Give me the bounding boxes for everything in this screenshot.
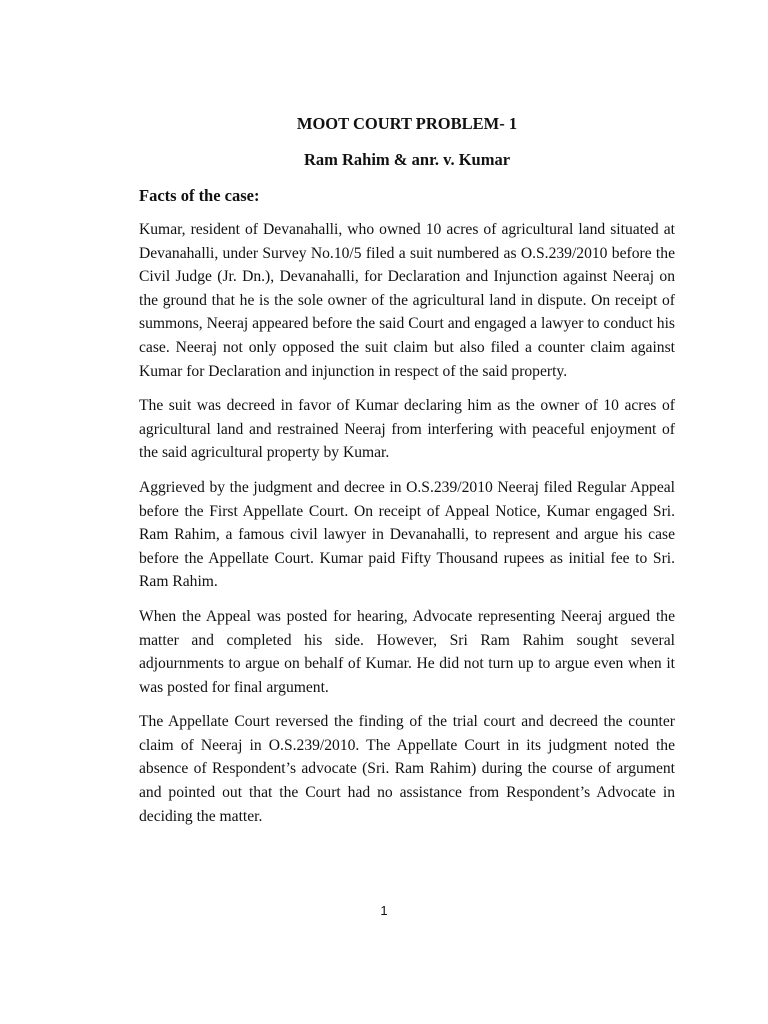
- case-name: Ram Rahim & anr. v. Kumar: [303, 150, 511, 169]
- document-page: [139, 112, 675, 839]
- section-heading: Facts of the case:: [139, 186, 260, 205]
- paragraph-appellate-judgment: The Appellate Court reversed the finding of the trial court and decreed the counter claim of Neeraj in O.S.239/2010. The Appellate Court in its judgment noted the absence of Respondent’s advocate (Sri. Ram Rahim) during the course of argument and pointed out that the Court had no assistance from Respondent’s Advocate in deciding the matter.: [139, 713, 675, 825]
- paragraph-facts-suit: Kumar, resident of Devanahalli, who owned 10 acres of agricultural land situated at Devanahalli, under Survey No.10/5 filed a suit numbered as O.S.239/2010 before the Civil Judge (Jr. Dn.), Devanahalli, for Declaration and Injunction against Neeraj on the ground that he is the sole owner of the agricultural land in dispute. On receipt of summons, Neeraj appeared before the said Court and engaged a lawyer to conduct his case. Neeraj not only opposed the suit claim but also filed a counter claim against Kumar for Declaration and injunction in respect of the said property.: [139, 221, 675, 380]
- document-title: MOOT COURT PROBLEM- 1: [296, 114, 518, 133]
- paragraph-appeal: Aggrieved by the judgment and decree in O.S.239/2010 Neeraj filed Regular Appeal before the First Appellate Court. On receipt of Appeal Notice, Kumar engaged Sri. Ram Rahim, a famous civil lawyer in Devanahalli, to represent and argue his case before the Appellate Court. Kumar paid Fifty Thousand rupees as initial fee to Sri. Ram Rahim.: [139, 478, 675, 591]
- paragraph-hearing: When the Appeal was posted for hearing, Advocate representing Neeraj argued the matter and completed his side. However, Sri Ram Rahim sought several adjournments to argue on behalf of Kumar. He did not turn up to argue even when it was posted for final argument.: [139, 607, 675, 696]
- paragraph-decree: The suit was decreed in favor of Kumar declaring him as the owner of 10 acres of agricultural land and restrained Neeraj from interfering with peaceful enjoyment of the said agricultural property by Kumar.: [139, 397, 675, 462]
- page-number: 1: [380, 903, 388, 918]
